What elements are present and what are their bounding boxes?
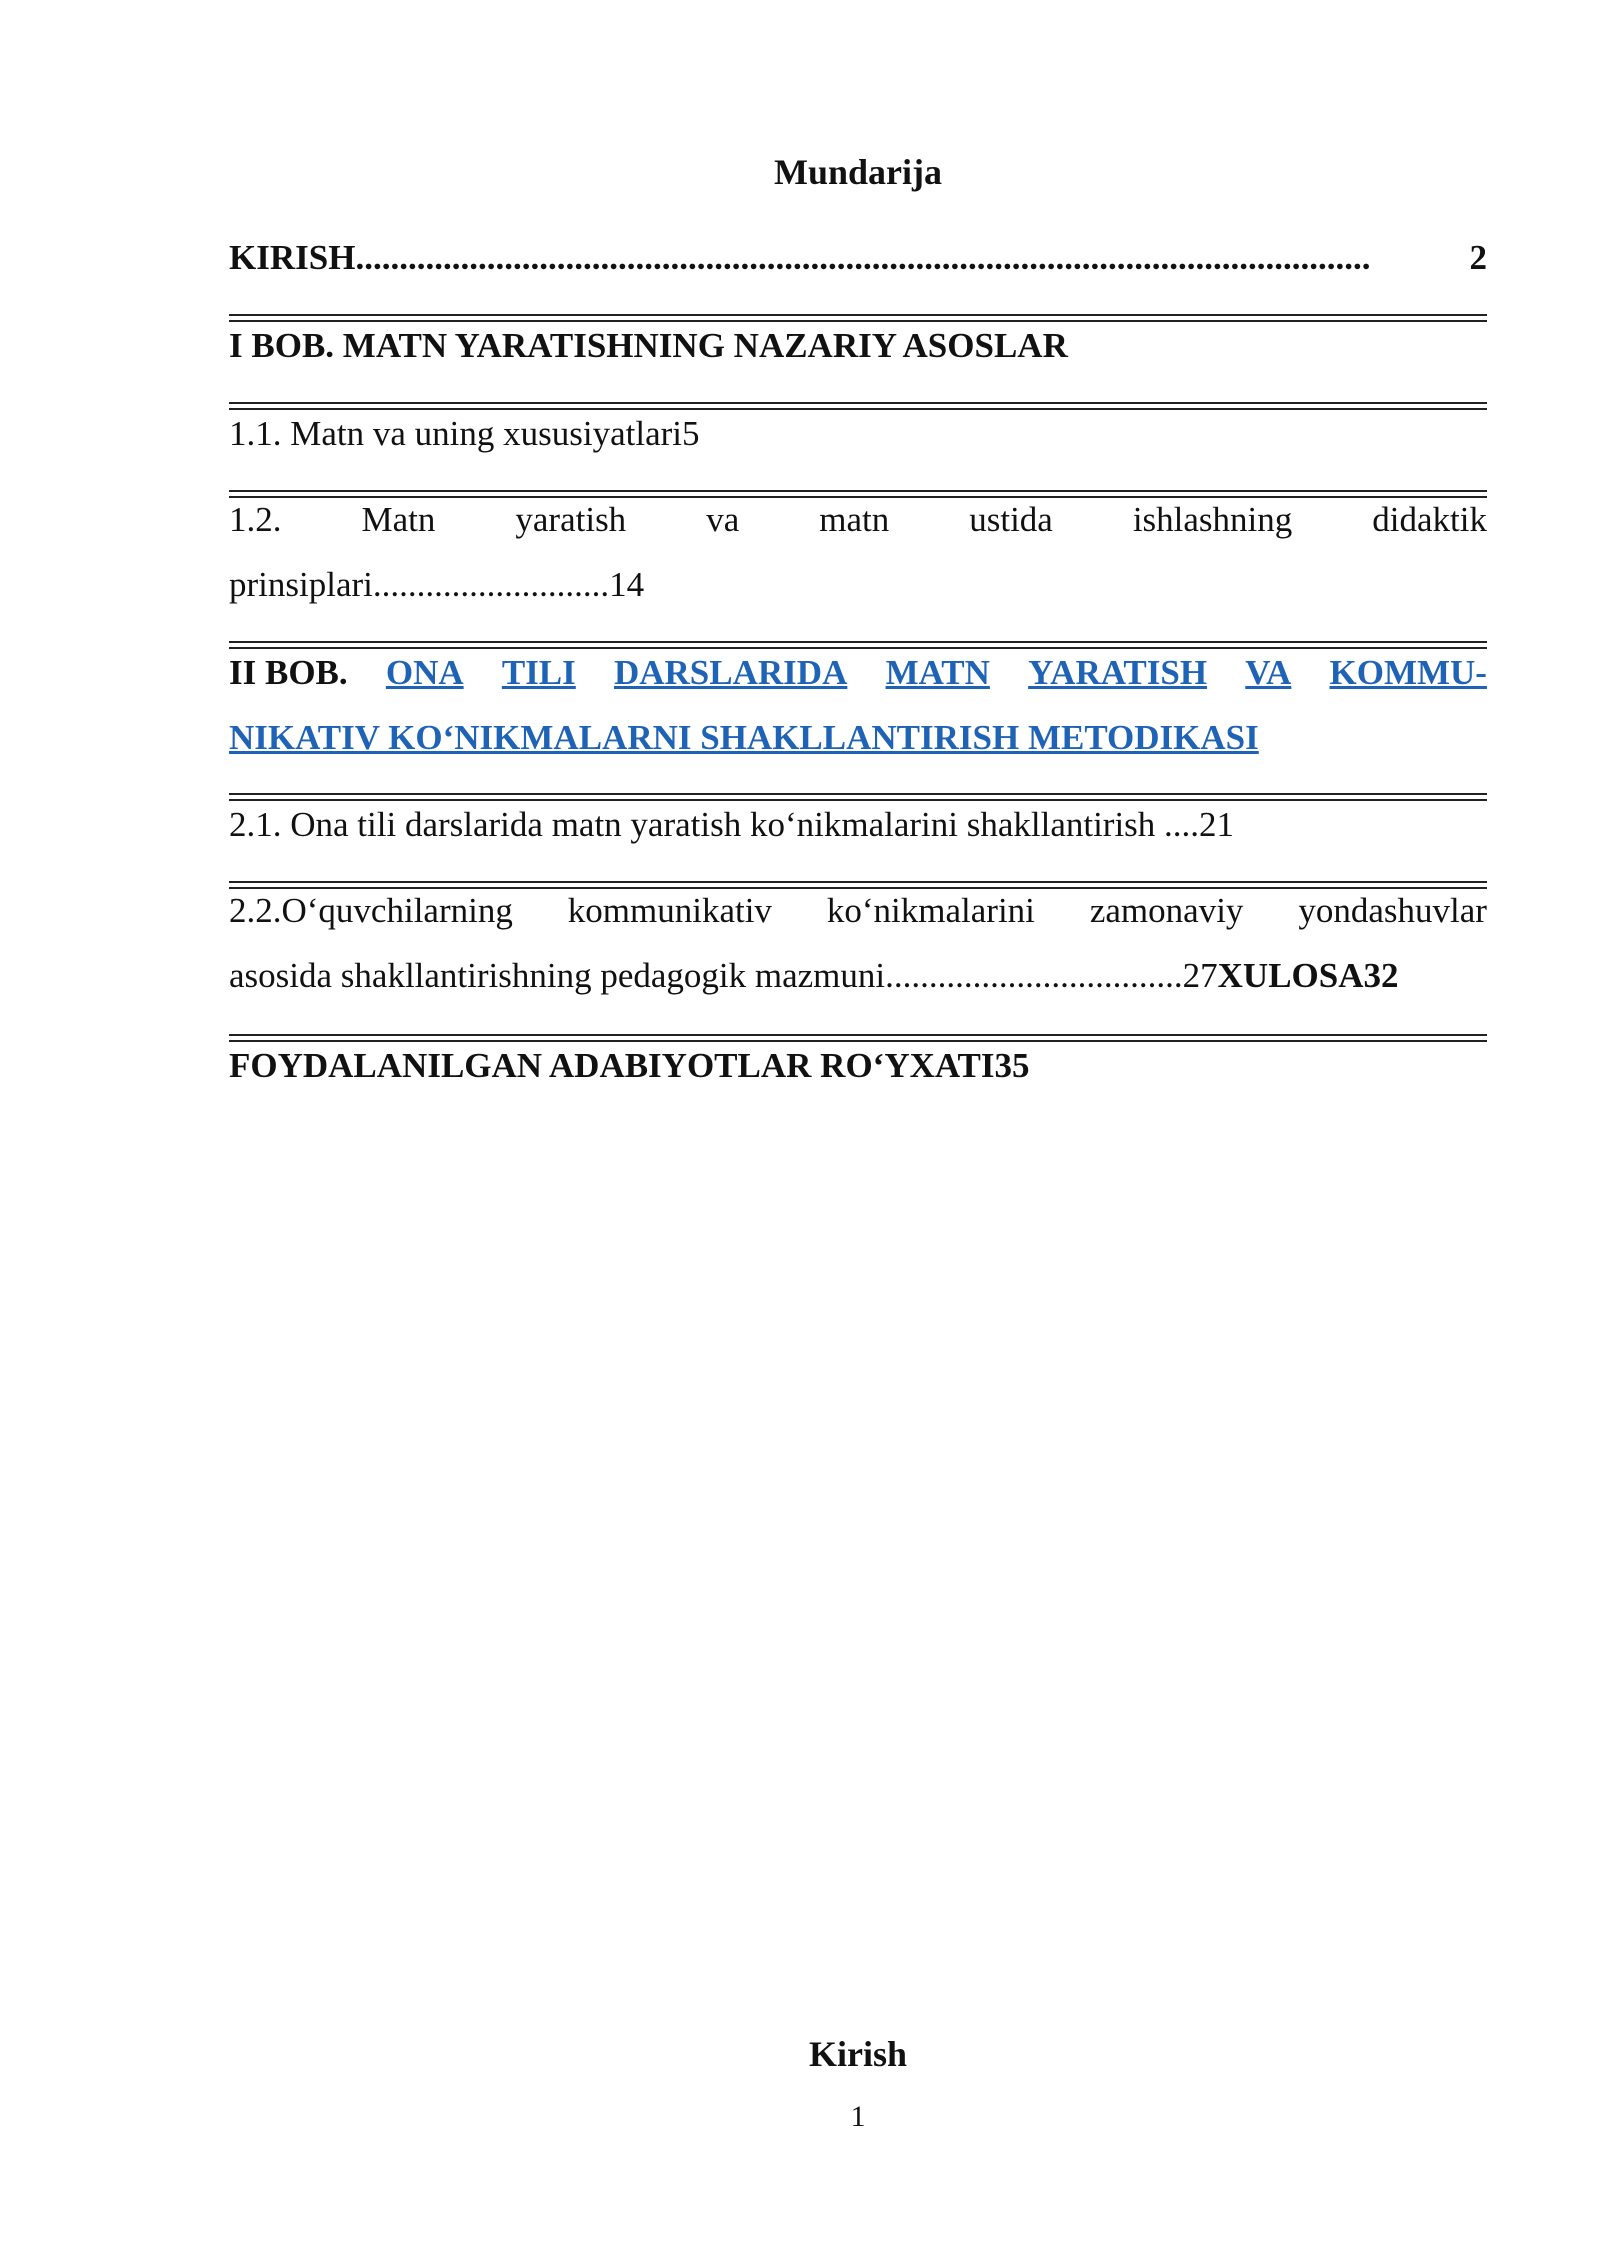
word: Matn (361, 500, 436, 539)
word: kommunikativ (567, 891, 772, 930)
word: 2.2.O‘quvchilarning (229, 891, 513, 930)
toc-entry-1-2[interactable] (229, 487, 1487, 617)
toc-references-label: FOYDALANILGAN ADABIYOTLAR RO‘YXATI35 (229, 1046, 1030, 1085)
toc-2-2-line1 (229, 878, 1487, 943)
toc-2-2-line2-text: asosida shakllantirishning pedagogik mazmuni..................................27 (229, 956, 1218, 995)
toc-1-2-line1 (229, 487, 1487, 552)
word: didaktik (1372, 500, 1487, 539)
toc-chapter1-label: I BOB. MATN YARATISHNING NAZARIY ASOSLAR (229, 326, 1068, 365)
word: zamonaviy (1089, 891, 1244, 930)
word: 1.2. (229, 500, 282, 539)
toc-entry-2-1[interactable] (229, 792, 1487, 857)
toc-kirish-label: KIRISH (229, 238, 356, 277)
toc-chapter2-lead: II BOB. (229, 653, 348, 692)
toc-chapter2-line1 (229, 640, 1487, 705)
word: va (706, 500, 740, 539)
toc-chapter2-link-word[interactable]: DARSLARIDA (613, 653, 848, 692)
page-title: Mundarija (773, 152, 942, 192)
toc-kirish-dots: .................................................................................................................... (355, 238, 1371, 277)
word: ustida (969, 500, 1053, 539)
toc-2-2-line2 (229, 943, 1487, 1008)
toc-1-2-line2: prinsiplari...........................14 (229, 565, 645, 604)
toc-xulosa[interactable]: XULOSA32 (1217, 956, 1399, 995)
toc-chapter2-link-line2[interactable]: NIKATIV KO‘NIKMALARNI SHAKLLANTIRISH METODIKASI (229, 718, 1259, 757)
toc-kirish-page: 2 (1469, 238, 1487, 277)
section-heading-kirish: Kirish (808, 2034, 907, 2074)
toc-chapter2-link-word[interactable]: VA (1245, 653, 1292, 692)
toc-entry-chapter2[interactable] (229, 640, 1487, 770)
toc-1-1-text: 1.1. Matn va uning xususiyatlari5 (229, 414, 700, 453)
toc-entry-2-2[interactable] (229, 878, 1487, 1008)
toc-chapter2-link-word[interactable]: MATN (885, 653, 990, 692)
toc-entry-references[interactable] (229, 1033, 1487, 1098)
toc-chapter2-link-word[interactable]: TILI (501, 653, 576, 692)
toc-chapter2-link-word[interactable]: KOMMU- (1329, 653, 1487, 692)
toc-chapter2-line2-wrap (229, 705, 1487, 770)
toc-entry-kirish[interactable] (229, 225, 1487, 290)
page-number: 1 (850, 2100, 866, 2133)
toc-chapter2-link-word[interactable]: YARATISH (1028, 653, 1208, 692)
word: ko‘nikmalarini (826, 891, 1035, 930)
toc-2-1-text: 2.1. Ona tili darslarida matn yaratish ko‘nikmalarini shakllantirish ....21 (229, 805, 1235, 844)
toc-chapter2-link-word[interactable]: ONA (385, 653, 464, 692)
word: yondashuvlar (1298, 891, 1487, 930)
toc-entry-1-1[interactable] (229, 401, 1487, 466)
word: ishlashning (1132, 500, 1293, 539)
toc-entry-chapter1[interactable] (229, 313, 1487, 378)
word: yaratish (515, 500, 627, 539)
word: matn (819, 500, 890, 539)
